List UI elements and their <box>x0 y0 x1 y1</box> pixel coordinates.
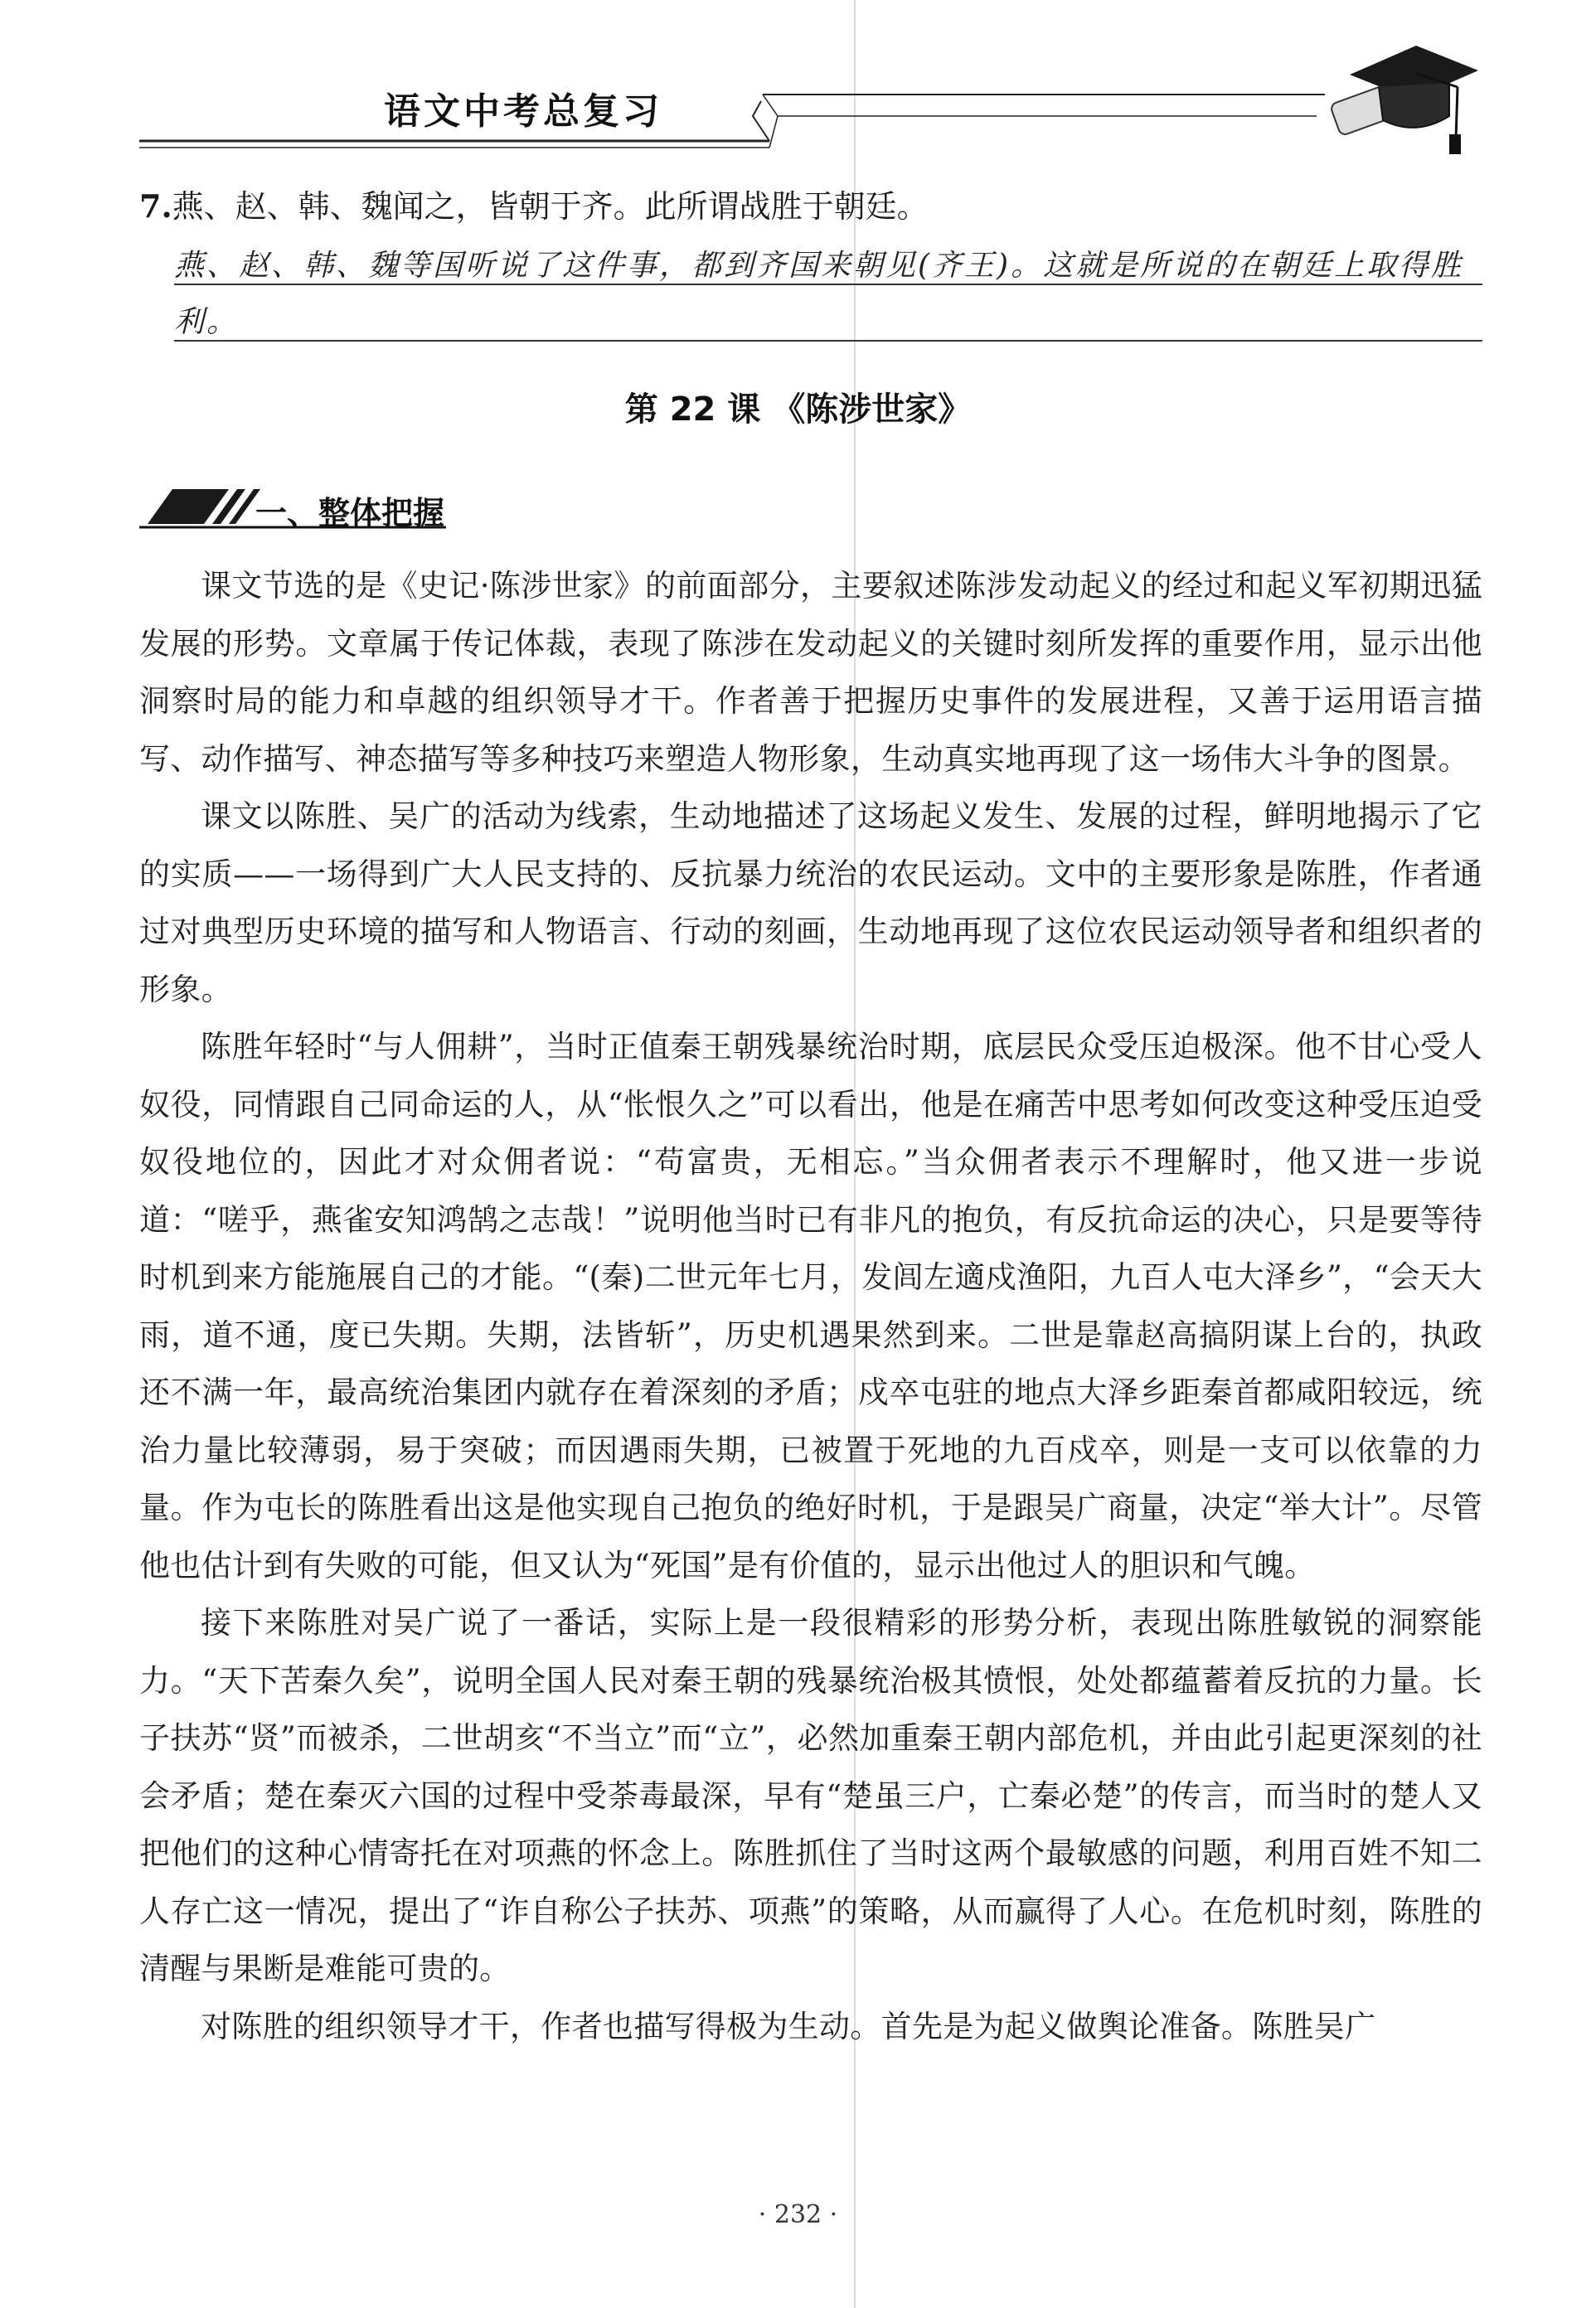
header-title: 语文中考总复习 <box>384 90 662 133</box>
header-decorative-lines <box>139 41 1482 166</box>
section-heading <box>139 482 454 532</box>
paragraph: 课文节选的是《史记·陈涉世家》的前面部分，主要叙述陈涉发动起义的经过和起义军初期迅猛发展的形势。文章属于传记体裁，表现了陈涉在发动起义的关键时刻所发挥的重要作用，显示出他洞察时局的能力和卓越的组织领导才干。作者善于把握历史事件的发展进程，又善于运用语言描写、动作描写、神态描写等多种技巧来塑造人物形象，生动真实地再现了这一场伟大斗争的图景。 <box>139 568 1482 777</box>
question-number: 7. <box>139 187 172 225</box>
lesson-title: 第 22 课 《陈涉世家》 <box>624 390 972 429</box>
paragraph: 接下来陈胜对吴广说了一番话，实际上是一段很精彩的形势分析，表现出陈胜敏锐的洞察能力。“天下苦秦久矣”，说明全国人民对秦王朝的残暴统治极其愤恨，处处都蕴蓄着反抗的力量。长子扶苏“贤”而被杀，二世胡亥“不当立”而“立”，必然加重秦王朝内部危机，并由此引起更深刻的社会矛盾；楚在秦灭六国的过程中受荼毒最深，早有“楚虽三户，亡秦必楚”的传言，而当时的楚人又把他们的这种心情寄托在对项燕的怀念上。陈胜抓住了当时这两个最敏感的问题，利用百姓不知二人存亡这一情况，提出了“诈自称公子扶苏、项燕”的策略，从而赢得了人心。在危机时刻，陈胜的清醒与果断是难能可贵的。 <box>139 1605 1482 1986</box>
paragraph: 陈胜年轻时“与人佣耕”，当时正值秦王朝残暴统治时期，底层民众受压迫极深。他不甘心受人奴役，同情跟自己同命运的人，从“怅恨久之”可以看出，他是在痛苦中思考如何改变这种受压迫受奴役地位的，因此才对众佣者说：“苟富贵，无相忘。”当众佣者表示不理解时，他又进一步说道：“嗟乎，燕雀安知鸿鹄之志哉！”说明他当时已有非凡的抱负，有反抗命运的决心，只是要等待时机到来方能施展自己的才能。“(秦)二世元年七月，发闾左適戍渔阳，九百人屯大泽乡”，“会天大雨，道不通，度已失期。失期，法皆斩”，历史机遇果然到来。二世是靠赵高搞阴谋上台的，执政还不满一年，最高统治集团内就存在着深刻的矛盾；戍卒屯驻的地点大泽乡距秦首都咸阳较远，统治力量比较薄弱，易于突破；而因遇雨失期，已被置于死地的九百戍卒，则是一支可以依靠的力量。作为屯长的陈胜看出这是他实现自己抱负的绝好时机，于是跟吴广商量，决定“举大计”。尽管他也估计到有失败的可能，但又认为“死国”是有价值的，显示出他过人的胆识和气魄。 <box>139 1029 1482 1583</box>
answer-rule-1 <box>174 284 1482 285</box>
answer-line-1: 燕、赵、韩、魏等国听说了这件事，都到齐国来朝见(齐王)。这就是所说的在朝廷上取得胜 <box>174 249 1464 283</box>
question-text: 燕、赵、韩、魏闻之，皆朝于齐。此所谓战胜于朝廷。 <box>172 188 929 225</box>
paragraph: 对陈胜的组织领导才干，作者也描写得极为生动。首先是为起义做舆论准备。陈胜吴广 <box>201 2008 1376 2044</box>
answer-rule-2 <box>174 340 1482 342</box>
body-text <box>139 557 1482 2055</box>
graduation-cap-icon <box>1317 41 1482 166</box>
section-label: 一、整体把握 <box>255 495 445 531</box>
page-number: · 232 · <box>758 2200 838 2229</box>
answer-line-2: 利。 <box>174 305 240 339</box>
paragraph: 课文以陈胜、吴广的活动为线索，生动地描述了这场起义发生、发展的过程，鲜明地揭示了它的实质——一场得到广大人民支持的、反抗暴力统治的农民运动。文中的主要形象是陈胜，作者通过对典型历史环境的描写和人物语言、行动的刻画，生动地再现了这位农民运动领导者和组织者的形象。 <box>139 798 1482 1007</box>
page-header <box>139 41 1482 166</box>
question-7 <box>139 181 929 226</box>
